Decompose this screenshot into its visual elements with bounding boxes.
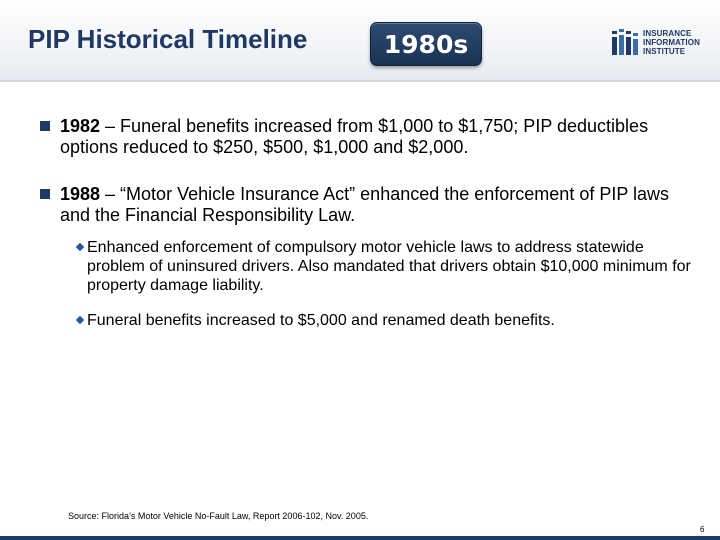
logo-line-3: INSTITUTE [643, 46, 686, 56]
page-title: PIP Historical Timeline [28, 24, 308, 54]
sub-bullet-text: Enhanced enforcement of compulsory motor vehicle laws to address statewide problem of uninsured drivers. Also mandated that drivers obtain $10,000 minimum for property damage liability. [87, 239, 691, 294]
bullet-1982 [40, 116, 700, 158]
bullet-1988 [40, 184, 700, 226]
square-bullet-icon [40, 121, 50, 131]
bullet-year: 1988 [60, 184, 101, 204]
header-divider [0, 80, 720, 82]
source-note: Source: Florida’s Motor Vehicle No-Fault Law, Report 2006-102, Nov. 2005. [68, 511, 369, 521]
sub-bullet-funeral [77, 311, 700, 330]
square-bullet-icon [40, 189, 50, 199]
diamond-bullet-icon [76, 243, 84, 251]
bullet-text: – “Motor Vehicle Insurance Act” enhanced the enforcement of PIP laws and the Financial Responsibility Law. [60, 184, 670, 225]
bullet-list [40, 116, 700, 330]
diamond-bullet-icon [76, 316, 84, 324]
iii-logo-text [643, 29, 700, 56]
decade-badge: 1980s [370, 22, 482, 66]
bullet-text: – Funeral benefits increased from $1,000 to $1,750; PIP deductibles options reduced to $250, $500, $1,000 and $2,000. [60, 116, 649, 157]
iii-logo [612, 27, 700, 57]
sub-bullet-enforcement [77, 238, 700, 295]
bullet-year: 1982 [60, 116, 101, 136]
sub-bullet-text: Funeral benefits increased to $5,000 and renamed death benefits. [87, 312, 555, 329]
page-number: 6 [700, 525, 705, 534]
footer-bar [0, 536, 720, 540]
logo-line-2: INFORMATION [643, 37, 700, 47]
iii-logo-icon [612, 29, 640, 55]
logo-line-1: INSURANCE [643, 28, 692, 38]
